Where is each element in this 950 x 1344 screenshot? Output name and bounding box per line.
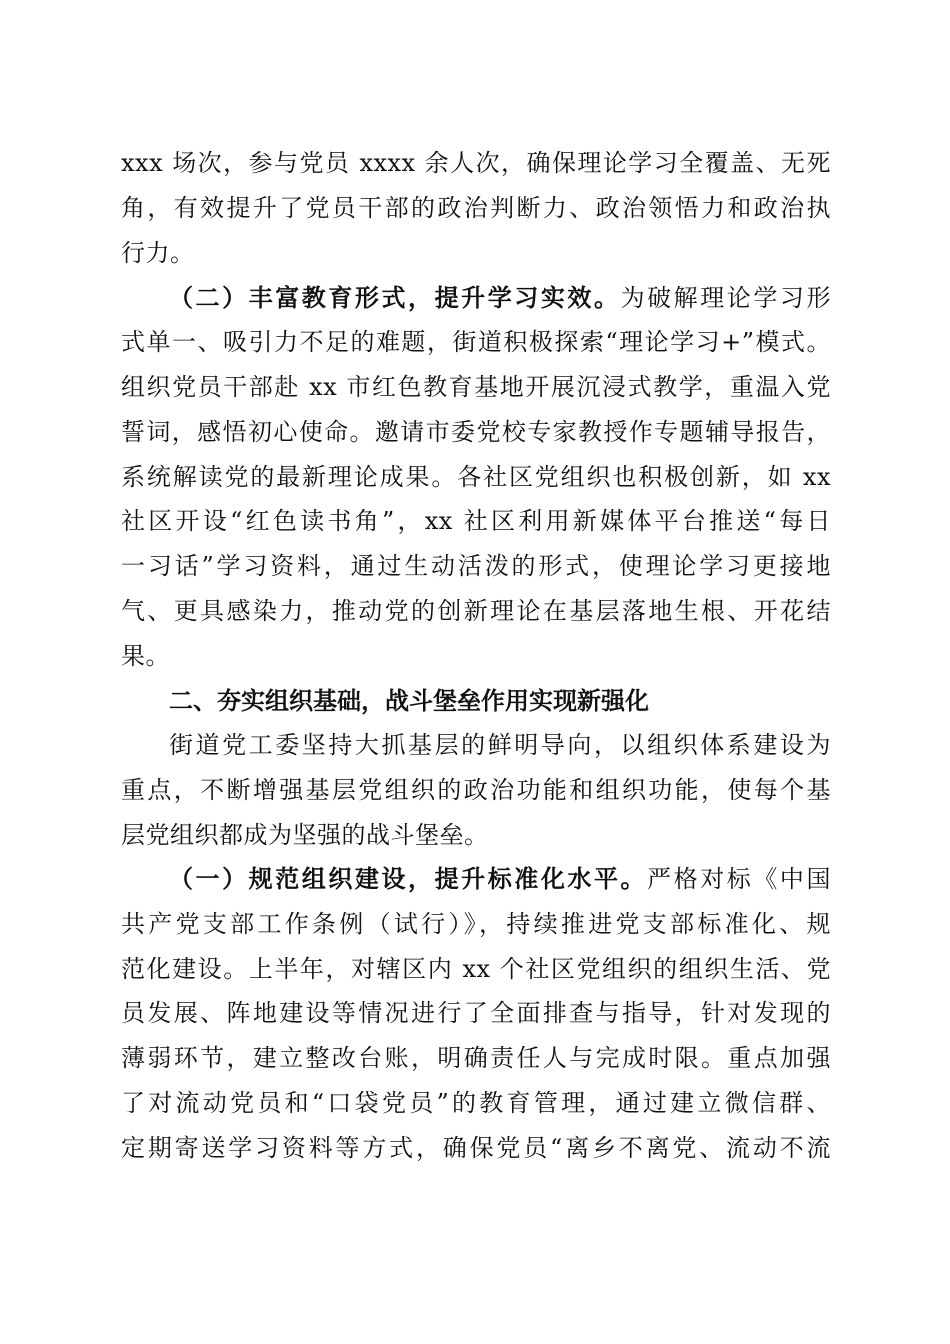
paragraph-line-fragment: 为破解理论学习形	[620, 284, 831, 312]
subheading-line	[169, 864, 831, 894]
paragraph-line: 一习话”学习资料，通过生动活泼的形式，使理论学习更接地	[121, 552, 831, 580]
paragraph-line: 气、更具感染力，推动党的创新理论在基层落地生根、开花结	[121, 597, 831, 625]
paragraph-line: 社区开设“红色读书角”，xx 社区利用新媒体平台推送“每日	[121, 507, 831, 535]
paragraph-line: 范化建设。上半年，对辖区内 xx 个社区党组织的组织生活、党	[121, 955, 831, 983]
paragraph-line: 层党组织都成为坚强的战斗堡垒。	[121, 821, 489, 849]
paragraph-line: 组织党员干部赴 xx 市红色教育基地开展沉浸式教学，重温入党	[121, 373, 831, 401]
paragraph-line: 共产党支部工作条例（试行）》，持续推进党支部标准化、规	[121, 910, 831, 938]
paragraph-line: 街道党工委坚持大抓基层的鲜明导向，以组织体系建设为	[169, 731, 831, 759]
paragraph-line: 重点，不断增强基层党组织的政治功能和组织功能，使每个基	[121, 776, 831, 804]
subheading-education-form: （二）丰富教育形式，提升学习实效。	[169, 283, 621, 312]
paragraph-line: xxx 场次，参与党员 xxxx 余人次，确保理论学习全覆盖、无死	[121, 149, 831, 177]
paragraph-line-fragment: 严格对标《中国	[647, 865, 831, 893]
paragraph-line: 行力。	[121, 239, 195, 267]
paragraph-line: 誓词，感悟初心使命。邀请市委党校专家教授作专题辅导报告，	[121, 418, 831, 446]
paragraph-line: 了对流动党员和“口袋党员”的教育管理，通过建立微信群、	[121, 1089, 831, 1117]
subheading-line	[169, 283, 831, 313]
paragraph-line: 系统解读党的最新理论成果。各社区党组织也积极创新，如 xx	[121, 463, 831, 491]
paragraph-line: 角，有效提升了党员干部的政治判断力、政治领悟力和政治执	[121, 194, 831, 222]
subheading-organization-building: （一）规范组织建设，提升标准化水平。	[169, 864, 648, 893]
paragraph-line: 果。	[121, 642, 170, 670]
paragraph-line: 薄弱环节，建立整改台账，明确责任人与完成时限。重点加强	[121, 1044, 831, 1072]
section-heading: 二、夯实组织基础，战斗堡垒作用实现新强化	[169, 687, 649, 715]
paragraph-line: 员发展、阵地建设等情况进行了全面排查与指导，针对发现的	[121, 999, 831, 1027]
paragraph-line: 定期寄送学习资料等方式，确保党员“离乡不离党、流动不流	[121, 1134, 831, 1162]
paragraph-line: 式单一、吸引力不足的难题，街道积极探索“理论学习+”模式。	[121, 328, 831, 356]
